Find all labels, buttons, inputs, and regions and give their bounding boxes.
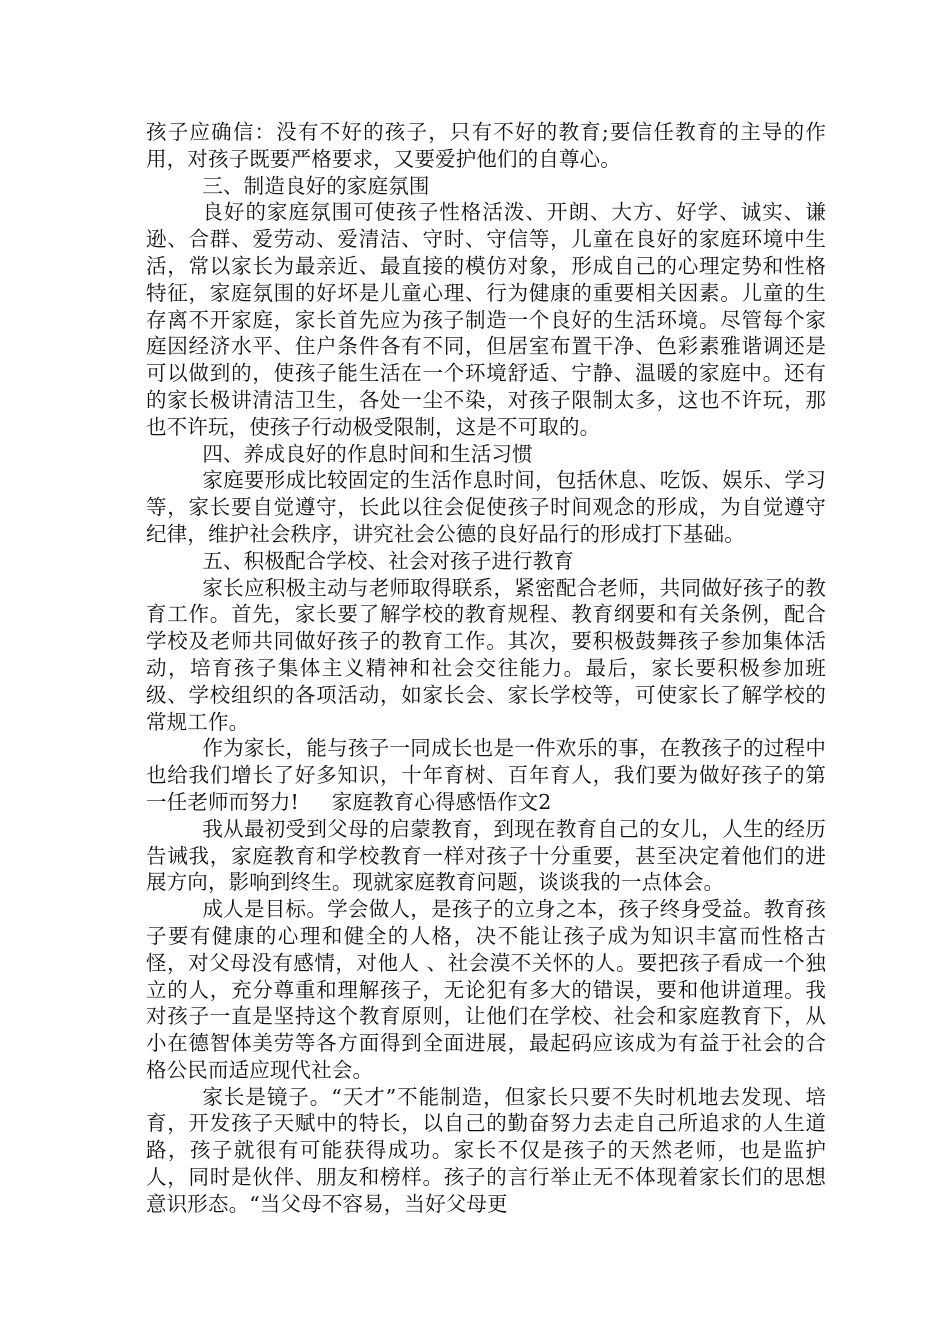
paragraph-school-cooperation: 家长应积极主动与老师取得联系，紧密配合老师，共同做好孩子的教育工作。首先，家长要了解学校的教育规程、教育纲要和有关条例，配合学校及老师共同做好孩子的教育工作。其次，要积极鼓舞孩子参加集体活动，培育孩子集体主义精神和社会交往能力。最后，家长要积极参加班级、学校组织的各项活动，如家长会、家长学校等，可使家长了解学校的常规工作。 <box>146 575 826 734</box>
paragraph-schedule-habits: 家庭要形成比较固定的生活作息时间，包括休息、吃饭、娱乐、学习等，家长要自觉遵守，长此以往会促使孩子时间观念的形成，为自觉遵守纪律，维护社会秩序，讲究社会公德的良好品行的形成打下基础。 <box>146 468 826 546</box>
paragraph-continuation: 孩子应确信：没有不好的孩子，只有不好的教育;要信任教育的主导的作用，对孩子既要严格要求，又要爱护他们的自尊心。 <box>146 120 826 171</box>
essay-title-2: 家庭教育心得感悟作文2 <box>331 789 552 814</box>
document-page <box>146 119 826 1218</box>
paragraph-becoming-adult: 成人是目标。学会做人，是孩子的立身之本，孩子终身受益。教育孩子要有健康的心理和健全的人格，决不能让孩子成为知识丰富而性格古怪，对父母没有感情，对他人 、社会漠不关怀的人。要把孩子看成一个独立的人，充分尊重和理解孩子，无论犯有多大的错误，要和他讲道理。我对孩子一直是坚持这个教育原则，让他们在学校、社会和家庭教育下，从小在德智体美劳等各方面得到全面进展，最起码应该成为有益于社会的合格公民而适应现代社会。 <box>146 897 826 1082</box>
paragraph-family-atmosphere: 良好的家庭氛围可使孩子性格活泼、开朗、大方、好学、诚实、谦逊、合群、爱劳动、爱清洁、守时、守信等，儿童在良好的家庭环境中生活，常以家长为最亲近、最直接的模仿对象，形成自己的心理定势和性格特征，家庭氛围的好坏是儿童心理、行为健康的重要相关因素。儿童的生存离不开家庭，家长首先应为孩子制造一个良好的生活环境。尽管每个家庭因经济水平、住户条件各有不同，但居室布置干净、色彩素雅谐调还是可以做到的，使孩子能生活在一个环境舒适、宁静、温暖的家庭中。还有的家长极讲清洁卫生，各处一尘不染，对孩子限制太多，这也不许玩，那也不许玩，使孩子行动极受限制，这是不可取的。 <box>146 200 826 439</box>
section-heading-4: 四、养成良好的作息时间和生活习惯 <box>202 441 533 466</box>
paragraph-parent-mirror: 家长是镜子。“天才”不能制造，但家长只要不失时机地去发现、培育，开发孩子天赋中的特长，以自己的勤奋努力去走自己所追求的人生道路，孩子就很有可能获得成功。家长不仅是孩子的天然老师，也是监护人，同时是伙伴、朋友和榜样。孩子的言行举止无不体现着家长们的思想意识形态。“当父母不容易，当好父母更 <box>146 1084 826 1216</box>
section-heading-3: 三、制造良好的家庭氛围 <box>202 173 430 198</box>
paragraph-enlightenment: 我从最初受到父母的启蒙教育，到现在教育自己的女儿，人生的经历告诫我，家庭教育和学校教育一样对孩子十分重要，甚至决定着他们的进展方向，影响到终生。现就家庭教育问题，谈谈我的一点体会。 <box>146 816 826 895</box>
section-heading-5: 五、积极配合学校、社会对孩子进行教育 <box>202 548 575 573</box>
paragraph-as-parents-text: 作为家长，能与孩子一同成长也是一件欢乐的事，在教孩子的过程中也给我们增长了好多知识，十年育树、百年育人，我们要为做好孩子的第一任老师而努力! <box>146 736 826 814</box>
paragraph-as-parents <box>146 735 826 815</box>
